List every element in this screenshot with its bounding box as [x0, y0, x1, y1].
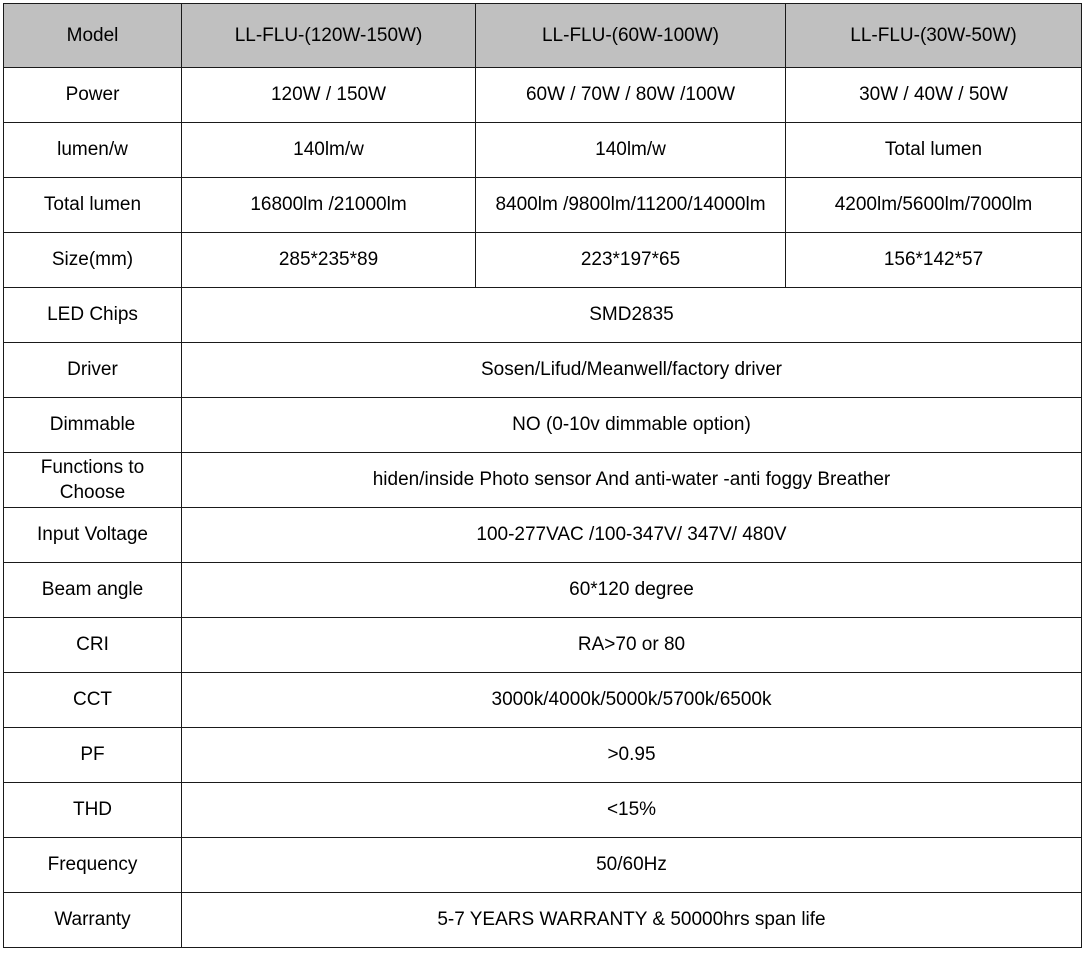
- row-value: Sosen/Lifud/Meanwell/factory driver: [182, 343, 1082, 398]
- row-value: 100-277VAC /100-347V/ 347V/ 480V: [182, 508, 1082, 563]
- row-label: lumen/w: [4, 123, 182, 178]
- table-row-driver: [4, 343, 1082, 398]
- row-value: 223*197*65: [476, 233, 786, 288]
- row-label: Total lumen: [4, 178, 182, 233]
- row-value: RA>70 or 80: [182, 618, 1082, 673]
- row-label: Warranty: [4, 893, 182, 948]
- row-label: Driver: [4, 343, 182, 398]
- row-value: >0.95: [182, 728, 1082, 783]
- row-value: 30W / 40W / 50W: [786, 68, 1082, 123]
- row-value: 5-7 YEARS WARRANTY & 50000hrs span life: [182, 893, 1082, 948]
- row-label: LED Chips: [4, 288, 182, 343]
- table-row-functions: [4, 453, 1082, 508]
- header-label-cell: Model: [4, 4, 182, 68]
- table-row-power: [4, 68, 1082, 123]
- row-label: Power: [4, 68, 182, 123]
- table-row-led-chips: [4, 288, 1082, 343]
- row-label: Beam angle: [4, 563, 182, 618]
- row-label: PF: [4, 728, 182, 783]
- row-value: 8400lm /9800lm/11200/14000lm: [476, 178, 786, 233]
- row-value: 140lm/w: [182, 123, 476, 178]
- row-value: SMD2835: [182, 288, 1082, 343]
- row-label: Functions to Choose: [4, 453, 182, 508]
- row-value: Total lumen: [786, 123, 1082, 178]
- table-row-lumen-per-watt: [4, 123, 1082, 178]
- row-label: THD: [4, 783, 182, 838]
- row-value: <15%: [182, 783, 1082, 838]
- row-value: 16800lm /21000lm: [182, 178, 476, 233]
- table-row-cri: [4, 618, 1082, 673]
- row-value: 3000k/4000k/5000k/5700k/6500k: [182, 673, 1082, 728]
- table-row-frequency: [4, 838, 1082, 893]
- row-value: 50/60Hz: [182, 838, 1082, 893]
- table-row-total-lumen: [4, 178, 1082, 233]
- row-value: 4200lm/5600lm/7000lm: [786, 178, 1082, 233]
- row-value: hiden/inside Photo sensor And anti-water -anti foggy Breather: [182, 453, 1082, 508]
- row-value: 60W / 70W / 80W /100W: [476, 68, 786, 123]
- table-row-dimmable: [4, 398, 1082, 453]
- row-value: 140lm/w: [476, 123, 786, 178]
- row-label: CRI: [4, 618, 182, 673]
- spec-table: [3, 3, 1082, 948]
- row-label: Frequency: [4, 838, 182, 893]
- row-value: 156*142*57: [786, 233, 1082, 288]
- table-row-beam-angle: [4, 563, 1082, 618]
- row-label: Input Voltage: [4, 508, 182, 563]
- row-value: 285*235*89: [182, 233, 476, 288]
- table-row-thd: [4, 783, 1082, 838]
- header-model-cell: LL-FLU-(60W-100W): [476, 4, 786, 68]
- row-value: 120W / 150W: [182, 68, 476, 123]
- table-row-warranty: [4, 893, 1082, 948]
- row-value: 60*120 degree: [182, 563, 1082, 618]
- header-model-cell: LL-FLU-(30W-50W): [786, 4, 1082, 68]
- row-label: Size(mm): [4, 233, 182, 288]
- table-row-cct: [4, 673, 1082, 728]
- header-row: [4, 4, 1082, 68]
- table-row-size: [4, 233, 1082, 288]
- header-model-cell: LL-FLU-(120W-150W): [182, 4, 476, 68]
- row-value: NO (0-10v dimmable option): [182, 398, 1082, 453]
- row-label: Dimmable: [4, 398, 182, 453]
- row-label: CCT: [4, 673, 182, 728]
- table-row-input-voltage: [4, 508, 1082, 563]
- table-row-pf: [4, 728, 1082, 783]
